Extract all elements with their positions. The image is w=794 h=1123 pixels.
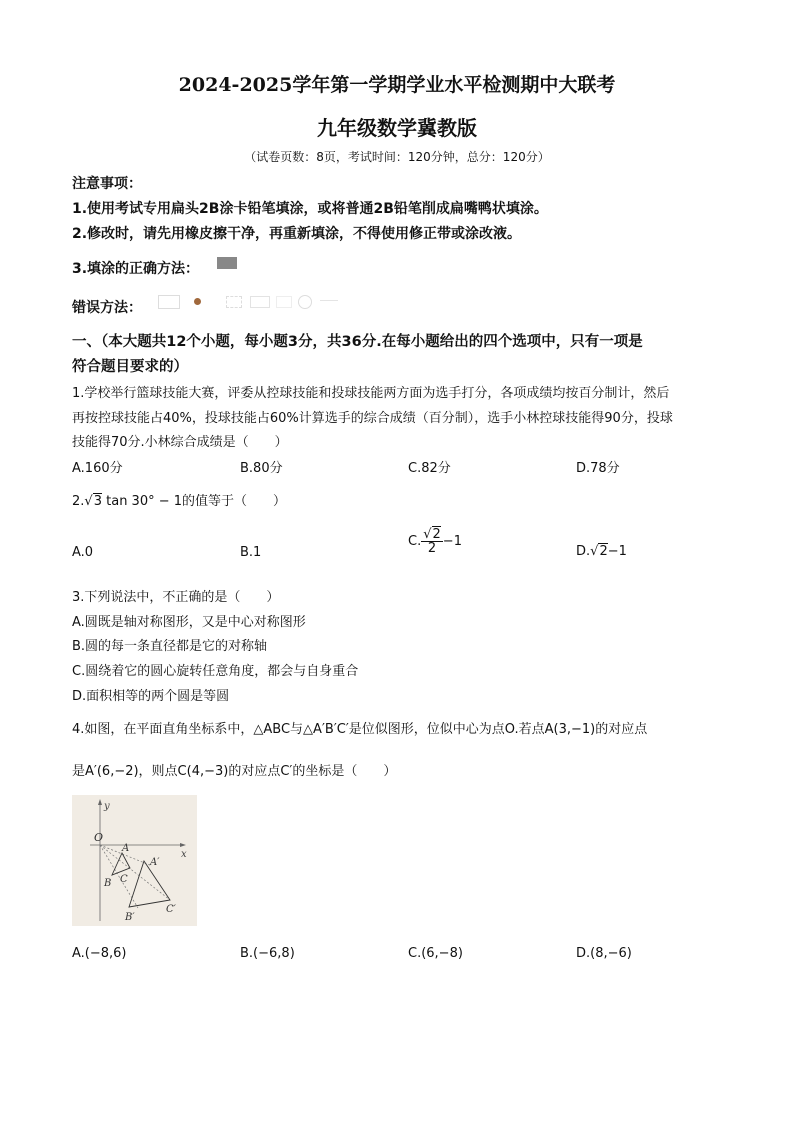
q2-c-tail: −1	[442, 534, 462, 549]
q2-option-b: B.1	[240, 545, 262, 560]
exam-info: （试卷页数：8页，考试时间：120分钟，总分：120分）	[244, 150, 550, 164]
q4-figure	[72, 795, 197, 926]
q4-option-b: B.(−6,8)	[240, 946, 295, 961]
q1-line-2: 再按控球技能占40%，投球技能占60%计算选手的综合成绩（百分制），选手小林控球技能得90分，投球	[72, 411, 673, 426]
label-b: B	[104, 878, 112, 889]
q2-c-numerator: 2	[432, 527, 441, 542]
q2-body: tan 30° − 1的值等于（ ）	[106, 494, 287, 509]
wrong-mark-blank	[158, 295, 180, 309]
section-1-line-2: 符合题目要求的）	[72, 359, 188, 375]
wrong-mark-line	[320, 300, 338, 301]
q2-c-denominator: 2	[427, 541, 437, 556]
q3-option-d: D.面积相等的两个圆是等圆	[72, 689, 230, 704]
q4-option-a: A.(−8,6)	[72, 946, 127, 961]
q2-d-tail: −1	[607, 544, 627, 559]
label-x: x	[181, 849, 187, 860]
q1-option-d: D.78分	[576, 461, 620, 476]
q4-option-c: C.(6,−8)	[408, 946, 463, 961]
wrong-mark-tick	[276, 296, 292, 308]
notes-item-3: 3.填涂的正确方法：	[72, 261, 200, 277]
wrong-fill-marks	[150, 293, 350, 309]
q4-line-2: 是A′(6,−2)，则点C(4,−3)的对应点C′的坐标是（ ）	[72, 764, 397, 779]
label-a: A	[122, 843, 130, 854]
q3-option-c: C.圆绕着它的圆心旋转任意角度，都会与自身重合	[72, 664, 359, 679]
q2-option-a: A.0	[72, 545, 94, 560]
notes-item-2: 2.修改时，请先用橡皮擦干净，再重新填涂，不得使用修正带或涂改液。	[72, 226, 522, 242]
label-b2: B′	[125, 912, 135, 923]
label-c2: C′	[166, 904, 176, 915]
q4-option-d: D.(8,−6)	[576, 946, 632, 961]
q1-option-b: B.80分	[240, 461, 283, 476]
q2-prefix: 2.	[72, 494, 85, 509]
wrong-mark-circle	[298, 295, 312, 309]
q3-option-a: A.圆既是轴对称图形，又是中心对称图形	[72, 615, 306, 630]
q1-option-c: C.82分	[408, 461, 451, 476]
q2-d-prefix: D.	[576, 544, 591, 559]
q3-stem: 3.下列说法中，不正确的是（ ）	[72, 590, 280, 605]
q1-line-3: 技能得70分.小林综合成绩是（ ）	[72, 435, 288, 450]
q4-line-1: 4.如图，在平面直角坐标系中，△ABC与△A′B′C′是位似图形，位似中心为点O.若点A(3,−1)的对应点	[72, 722, 648, 737]
notes-item-1: 1.使用考试专用扁头2B涂卡铅笔填涂，或将普通2B铅笔削成扁嘴鸭状填涂。	[72, 201, 548, 217]
section-1-line-1: 一、（本大题共12个小题，每小题3分，共36分.在每小题给出的四个选项中，只有一项是	[72, 334, 643, 350]
q2-c-prefix: C.	[408, 534, 422, 549]
wrong-mark-cross	[250, 296, 270, 308]
q3-option-b: B.圆的每一条直径都是它的对称轴	[72, 639, 268, 654]
q1-option-a: A.160分	[72, 461, 123, 476]
notes-wrong: 错误方法：	[72, 300, 142, 316]
notes-heading: 注意事项：	[72, 176, 142, 192]
q2-option-c	[408, 528, 462, 555]
q1-line-1: 1.学校举行篮球技能大赛，评委从控球技能和投球技能两方面为选手打分，各项成绩均按百分制计，然后	[72, 386, 670, 401]
exam-subtitle: 九年级数学冀教版	[317, 116, 477, 140]
q2-stem: 2.√3 tan 30° − 1的值等于（ ）	[72, 494, 287, 509]
q2-radicand: 3	[93, 494, 102, 509]
label-a2: A′	[150, 857, 160, 868]
q2-d-radicand: 2	[599, 544, 608, 559]
wrong-mark-dash	[226, 296, 242, 308]
wrong-mark-dot	[194, 298, 201, 305]
label-y: y	[104, 801, 110, 812]
q2-option-d: D.√2−1	[576, 544, 627, 559]
exam-title: 2024-2025学年第一学期学业水平检测期中大联考	[178, 74, 616, 96]
q2-c-fraction: $\frac{√2}{2}$	[423, 527, 441, 556]
correct-fill-mark	[217, 257, 237, 269]
label-c: C	[120, 874, 128, 885]
label-o: O	[94, 831, 104, 844]
